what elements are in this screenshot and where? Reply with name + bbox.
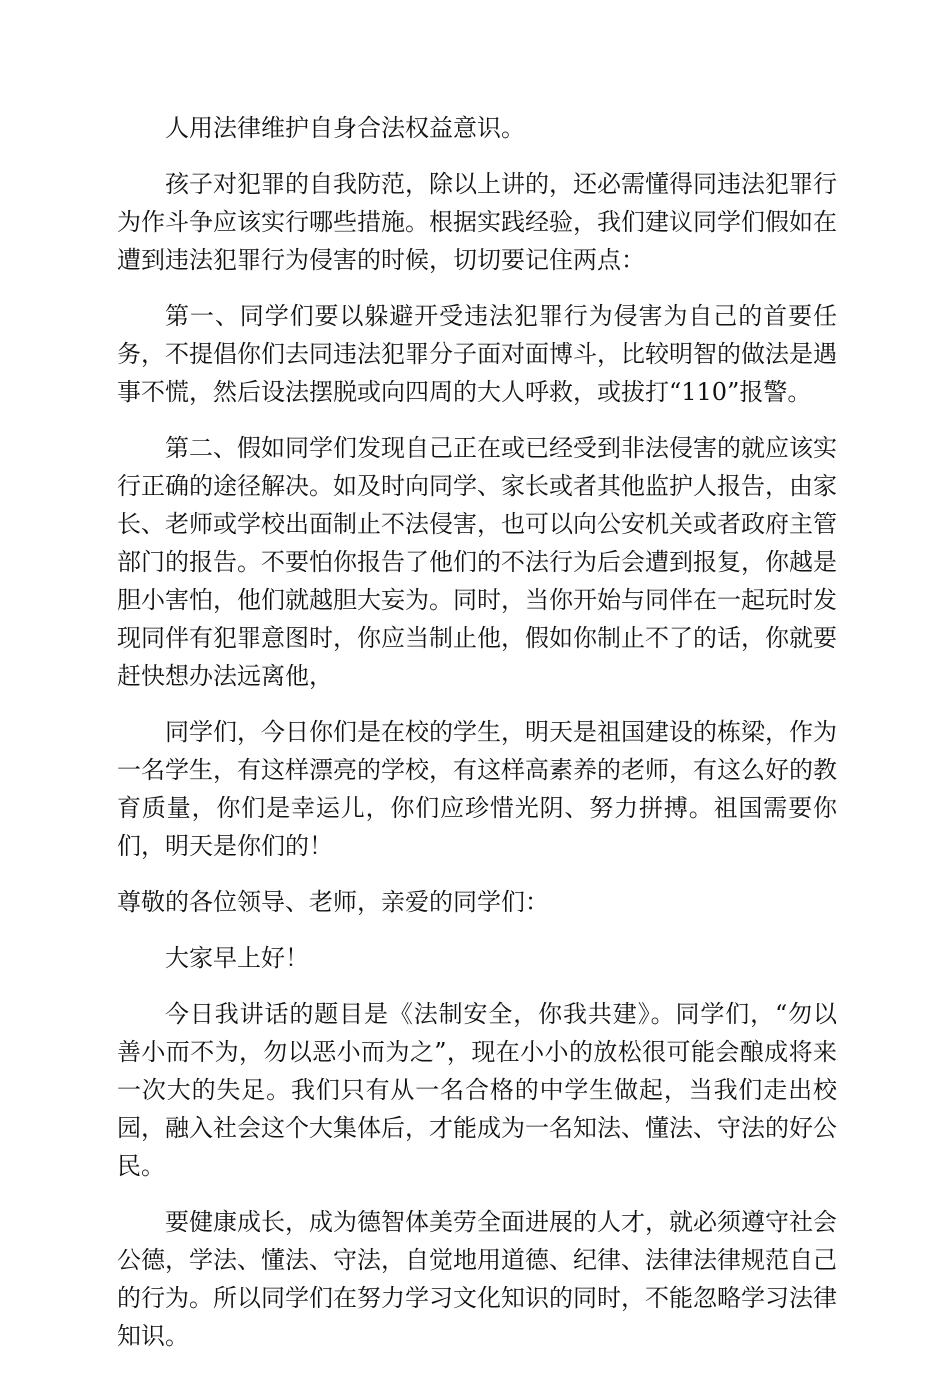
document-body — [117, 109, 837, 1373]
paragraph-5: 同学们，今日你们是在校的学生，明天是祖国建设的栋梁，作为一名学生，有这样漂亮的学校，有这样高素养的老师，有这么好的教育质量，你们是幸运儿，你们应珍惜光阴、努力拼搏。祖国需要你们，明天是你们的！ — [117, 718, 837, 860]
paragraph-2: 孩子对犯罪的自我防范，除以上讲的，还必需懂得同违法犯罪行为作斗争应该实行哪些措施。根据实践经验，我们建议同学们假如在遭到违法犯罪行为侵害的时候，切切要记住两点： — [117, 170, 837, 274]
paragraph-9: 要健康成长，成为德智体美劳全面进展的人才，就必须遵守社会公德，学法、懂法、守法，自觉地用道德、纪律、法律法律规范自己的行为。所以同学们在努力学习文化知识的同时，不能忽略学习法律知识。 — [117, 1208, 837, 1350]
paragraph-8: 今日我讲话的题目是《法制安全，你我共建》。同学们，“勿以善小而不为，勿以恶小而为之”，现在小小的放松很可能会酿成将来一次大的失足。我们只有从一名合格的中学生做起，当我们走出校园，融入社会这个大集体后，才能成为一名知法、懂法、守法的好公民。 — [117, 1000, 837, 1180]
paragraph-1: 人用法律维护自身合法权益意识。 — [165, 114, 525, 142]
greeting: 大家早上好！ — [165, 944, 309, 972]
salutation: 尊敬的各位领导、老师，亲爱的同学们： — [117, 888, 549, 916]
paragraph-4: 第二、假如同学们发现自己正在或已经受到非法侵害的就应该实行正确的途径解决。如及时向同学、家长或者其他监护人报告，由家长、老师或学校出面制止不法侵害，也可以向公安机关或者政府主管部门的报告。不要怕你报告了他们的不法行为后会遭到报复，你越是胆小害怕，他们就越胆大妄为。同时，当你开始与同伴在一起玩时发现同伴有犯罪意图时，你应当制止他，假如你制止不了的话，你就要赶快想办法远离他， — [117, 434, 837, 690]
paragraph-3: 第一、同学们要以躲避开受违法犯罪行为侵害为自己的首要任务，不提倡你们去同违法犯罪分子面对面博斗，比较明智的做法是遇事不慌，然后设法摆脱或向四周的大人呼救，或拔打“110”报警。 — [117, 302, 837, 406]
